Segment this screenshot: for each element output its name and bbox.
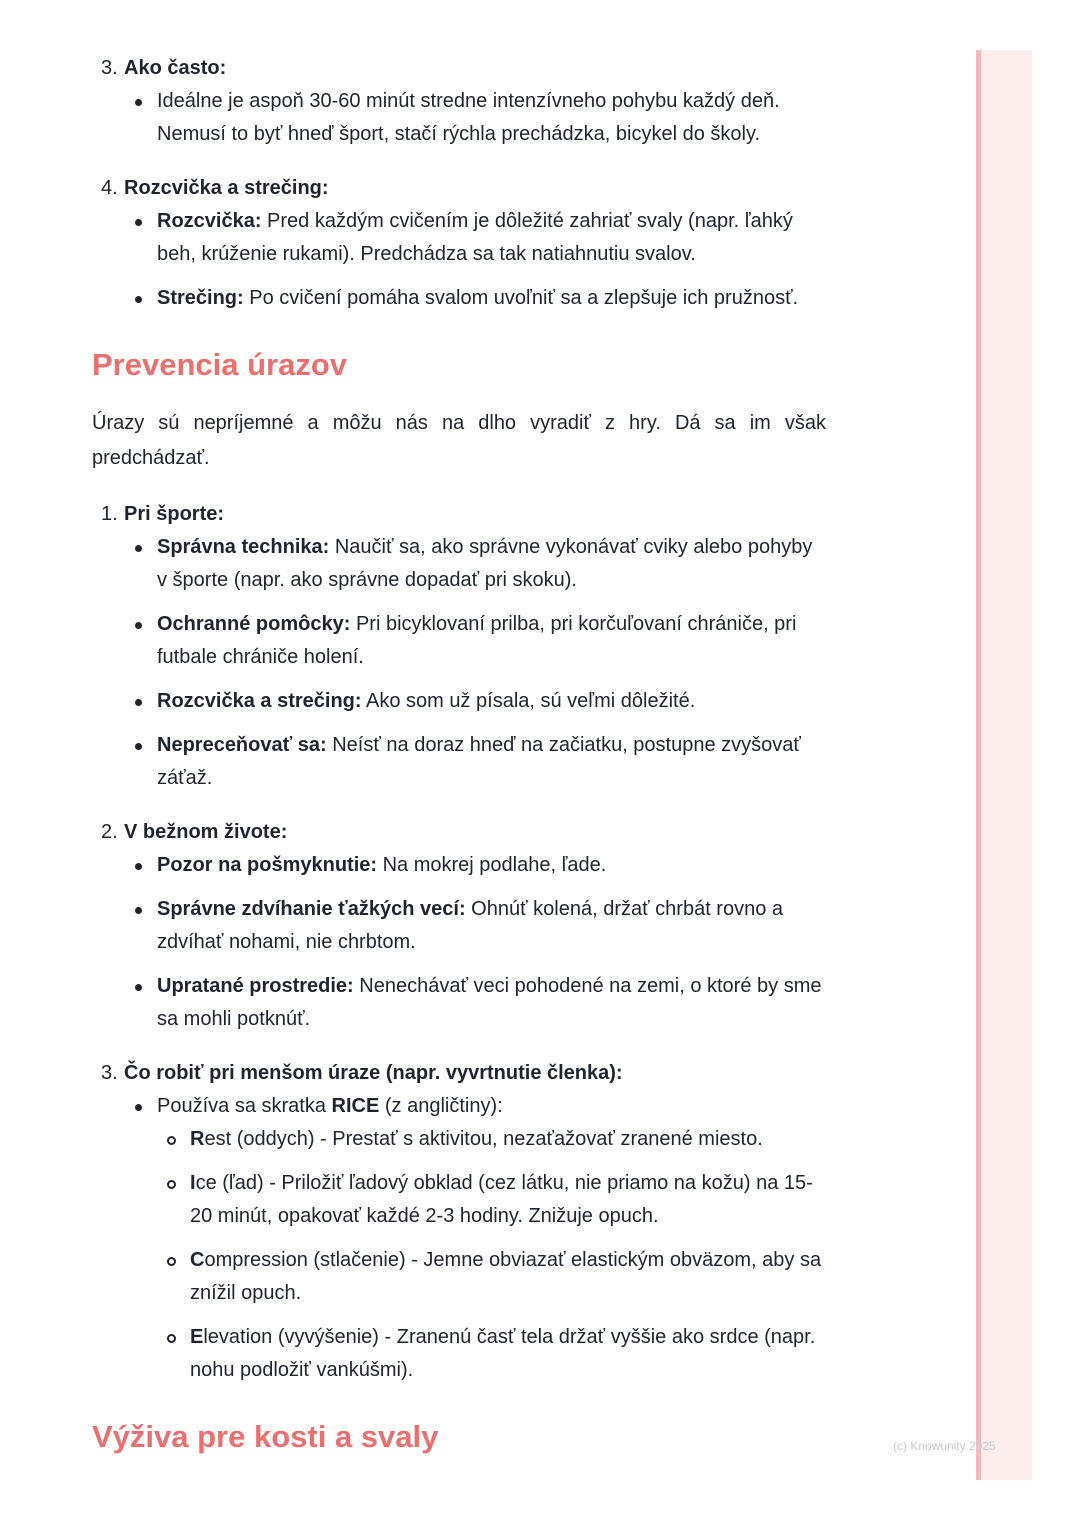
item-number: 4. xyxy=(101,177,118,199)
rice-item xyxy=(157,1123,826,1156)
rice-text: est (oddych) - Prestať s aktivitou, nezaťažovať zranené miesto. xyxy=(204,1128,763,1150)
item-title: Čo robiť pri menšom úraze (napr. vyvrtnutie členka): xyxy=(124,1062,623,1084)
bullet-text: Ideálne je aspoň 30-60 minút stredne intenzívneho pohybu každý deň. Nemusí to byť hneď šport, stačí rýchla prechádzka, bicykel do školy. xyxy=(157,90,780,145)
bullet-label: Správne zdvíhanie ťažkých vecí: xyxy=(157,898,466,920)
item-number: 2. xyxy=(101,821,118,843)
bullet-text: Nenechávať veci pohodené na zemi, o ktoré by sme sa mohli potknúť. xyxy=(157,975,822,1030)
bullet-item xyxy=(124,685,826,718)
bullet-text: Po cvičení pomáha svalom uvoľniť sa a zlepšuje ich pružnosť. xyxy=(243,287,799,309)
numbered-item xyxy=(92,52,826,151)
bullet-list xyxy=(124,531,826,795)
bullet-label: Nepreceňovať sa: xyxy=(157,734,327,756)
bullet-text: Pred každým cvičením je dôležité zahriať svaly (napr. ľahký beh, krúženie rukami). Predchádza sa tak natiahnutiu svalov. xyxy=(157,210,793,265)
intro-paragraph: Úrazy sú nepríjemné a môžu nás na dlho vyradiť z hry. Dá sa im však predchádzať. xyxy=(92,412,826,469)
bullet-label: Správna technika: xyxy=(157,536,330,558)
bullet-text: Neísť na doraz hneď na začiatku, postupne zvyšovať záťaž. xyxy=(157,734,801,789)
bullet-label: Upratané prostredie: xyxy=(157,975,354,997)
rice-text: levation (vyvýšenie) - Zranenú časť tela držať vyššie ako srdce (napr. nohu podložiť vankúšmi). xyxy=(190,1326,816,1381)
numbered-item xyxy=(92,172,826,315)
item-number: 3. xyxy=(101,57,118,79)
section-heading: Prevencia úrazov xyxy=(92,347,348,382)
bullet-item xyxy=(124,85,826,151)
rice-letter: E xyxy=(190,1326,204,1348)
bullet-label: Ochranné pomôcky: xyxy=(157,613,351,635)
bullet-label: Rozcvička: xyxy=(157,210,262,232)
bullet-text: (z angličtiny): xyxy=(379,1095,503,1117)
numbered-item xyxy=(92,498,826,795)
rice-abbreviation: RICE xyxy=(331,1095,380,1117)
bullet-item xyxy=(124,205,826,271)
bullet-item xyxy=(124,1090,826,1387)
bullet-item xyxy=(124,282,826,315)
bullet-item xyxy=(124,531,826,597)
rice-text: ompression (stlačenie) - Jemne obviazať elastickým obväzom, aby sa znížil opuch. xyxy=(190,1249,822,1304)
bullet-list xyxy=(124,205,826,315)
rice-item xyxy=(157,1321,826,1387)
bullet-text: Na mokrej podlahe, ľade. xyxy=(377,854,607,876)
numbered-item xyxy=(92,1057,826,1387)
bullet-list xyxy=(124,849,826,1036)
item-number: 3. xyxy=(101,1062,118,1084)
bullet-label: Pozor na pošmyknutie: xyxy=(157,854,378,876)
section-heading: Výživa pre kosti a svaly xyxy=(92,1419,439,1454)
item-number: 1. xyxy=(101,503,118,525)
bullet-label: Strečing: xyxy=(157,287,244,309)
rice-item xyxy=(157,1167,826,1233)
footer-copyright: (c) Knowunity 2025 xyxy=(893,1439,996,1453)
bullet-label: Rozcvička a strečing: xyxy=(157,690,362,712)
numbered-item xyxy=(92,816,826,1036)
bullet-item xyxy=(124,729,826,795)
rice-text: ce (ľad) - Priložiť ľadový obklad (cez látku, nie priamo na kožu) na 15-20 minút, opakovať každé 2-3 hodiny. Znižuje opuch. xyxy=(190,1172,813,1227)
document-content xyxy=(92,52,826,1457)
bullet-item xyxy=(124,893,826,959)
bullet-text: Pri bicyklovaní prilba, pri korčuľovaní chrániče, pri futbale chrániče holení. xyxy=(157,613,797,668)
item-title: Pri športe: xyxy=(124,503,225,525)
rice-letter: C xyxy=(190,1249,205,1271)
rice-item xyxy=(157,1244,826,1310)
bullet-text: Ako som už písala, sú veľmi dôležité. xyxy=(361,690,696,712)
bullet-item xyxy=(124,849,826,882)
rice-list xyxy=(157,1123,826,1387)
bullet-list xyxy=(124,1090,826,1387)
rice-letter: R xyxy=(190,1128,205,1150)
bullet-item xyxy=(124,608,826,674)
bullet-list xyxy=(124,85,826,151)
sidebar-accent-line xyxy=(976,50,981,1480)
bullet-text: Používa sa skratka xyxy=(157,1095,332,1117)
bullet-item xyxy=(124,970,826,1036)
item-title: V bežnom živote: xyxy=(124,821,288,843)
sidebar-decoration xyxy=(976,50,1032,1480)
item-title: Ako často: xyxy=(124,57,227,79)
bullet-text: Naučiť sa, ako správne vykonávať cviky alebo pohyby v športe (napr. ako správne dopadať pri skoku). xyxy=(157,536,813,591)
item-title: Rozcvička a strečing: xyxy=(124,177,329,199)
rice-letter: I xyxy=(190,1172,196,1194)
bullet-text: Ohnúť kolená, držať chrbát rovno a zdvíhať nohami, nie chrbtom. xyxy=(157,898,784,953)
